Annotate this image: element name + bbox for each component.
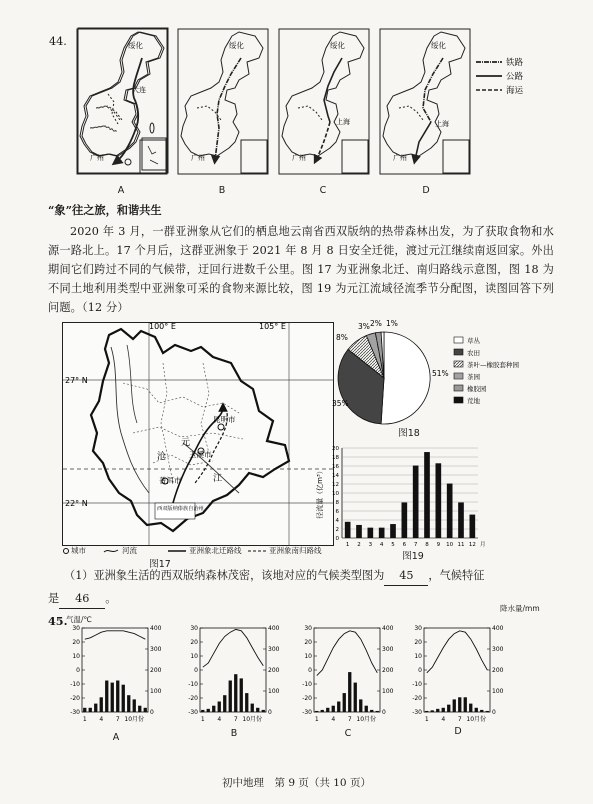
x-tick-label: 11 [457,542,465,548]
climate-chart-frame [82,628,148,712]
precip-bar [229,681,232,713]
map-a-mid-city: 大连 [132,86,146,94]
temperature-curve [203,629,263,667]
month-tick-label: 7 [347,716,352,723]
section-intro: 2020 年 3 月，一群亚洲象从它们的栖息地云南省西双版纳的热带森林出发，为了获取食物和水源一路北上。17 个月后，这群亚洲象于 2021 年 8 月 8 日安全迁徙，渡过元江继续南返回家。外出期间它们跨过不同的气候带，迂回行进数千公里。图 17 为亚洲象北迁、南归路线示意图，图 18 为不同土地利用类型中亚洲象可采的食物来源比较，图 19 为元江流域径流季节分配图，读图回答下列问题。（12 分） [48,225,554,314]
precip-bar [469,704,472,712]
right-tick-label: 200 [492,667,504,674]
map-c-north-city: 绥化 [330,41,345,50]
map-a-north-city: 绥化 [128,41,143,50]
left-tick-label: -30 [302,709,312,716]
right-tick-label: 400 [492,625,504,632]
pie-legend-farmland: 农田 [467,349,480,357]
bar-month-7 [413,466,419,538]
climate-label-d: D [454,726,462,737]
right-tick-label: 100 [150,688,162,695]
map-b [177,28,269,175]
month-tick-label: 1 [424,716,429,723]
y-tick-label: 14 [332,473,339,479]
left-tick-label: 10 [72,653,80,660]
map-d [379,28,471,175]
x-tick-label: 7 [413,542,418,548]
precip-bar [127,695,130,712]
y-tick-label: 20 [332,446,339,452]
left-tick-label: -20 [302,695,312,702]
x-tick-label: 1 [345,542,350,548]
month-tick-label: 7 [115,716,120,723]
x-tick-label: 8 [425,542,429,548]
precip-bar [138,706,141,712]
y-tick-label: 16 [332,464,339,470]
precip-bar [240,678,243,712]
right-tick-label: 300 [150,646,162,653]
q1-text-b: ，气候特征 [428,569,485,582]
month-tick-label: 1 [314,716,319,723]
q44-legend [474,56,554,102]
fig19-chart [314,440,490,556]
precip-bar [94,704,97,712]
left-tick-label: 20 [72,639,80,646]
y-tick-label: 6 [335,509,339,515]
fig17-xsbn: 西双版纳傣族自治州 [157,506,204,512]
precip-bar [315,711,318,712]
pie-legend-grass: 草丛 [467,337,480,345]
map-b-label: B [218,185,226,196]
precip-bar [251,704,254,712]
precip-bar [122,685,125,712]
left-tick-label: -30 [188,709,198,716]
climate-charts [62,620,552,730]
map-d-south-city: 广州 [393,154,407,162]
legend-south-route: 亚洲象南归路线 [269,546,322,555]
precip-bar [480,710,483,712]
precip-bar [223,695,226,712]
y-tick-label: 0 [335,536,339,542]
x-unit-label: 月 [480,542,486,548]
x-tick-label: 12 [468,542,476,548]
climate-label-c: C [344,728,352,739]
left-tick-label: 10 [190,653,198,660]
left-tick-label: -10 [70,681,80,688]
precip-bar [370,710,373,712]
bar-month-8 [424,452,430,538]
left-tick-label: 10 [414,653,422,660]
right-tick-label: 300 [382,646,394,653]
precip-bar [376,711,379,712]
right-tick-label: 400 [150,625,162,632]
map-c [278,28,370,175]
month-tick-label: 10月份 [124,716,145,723]
precip-bar [212,706,215,712]
precip-bar [245,693,248,712]
bar-month-4 [379,528,385,538]
fig17-lon1: 100° E [149,322,176,331]
fig17-map [62,322,334,546]
legend-highway: 公路 [506,72,524,82]
map-a [76,28,168,175]
left-tick-label: 30 [190,625,198,632]
fig17-kunming: 昆明市 [213,415,236,424]
legend-river: 河流 [122,546,137,555]
right-tick-label: 100 [382,688,394,695]
bar-month-2 [356,525,362,538]
left-tick-label: -20 [412,695,422,702]
month-tick-label: 7 [233,716,238,723]
left-tick-label: -10 [188,681,198,688]
pie-legend-tea-rubber: 茶叶—橡胶套种园 [467,361,519,369]
y-tick-label: 4 [335,518,339,524]
climate-chart-frame [314,628,380,712]
fig17-river-lan: 沧 [157,452,167,462]
precip-bar [321,710,324,712]
fig17-lon2: 105° E [259,322,286,331]
month-tick-label: 10月份 [466,716,487,723]
map-c-label: C [319,185,327,196]
left-tick-label: 0 [418,667,422,674]
month-tick-label: 4 [217,716,222,723]
precip-bar [100,697,103,712]
legend-north-route: 亚洲象北迁路线 [189,546,242,555]
temperature-curve [427,631,488,673]
precip-bar [262,710,265,712]
month-tick-label: 10月份 [356,716,377,723]
left-tick-label: -20 [188,695,198,702]
month-tick-label: 10月份 [242,716,263,723]
left-tick-label: 0 [76,667,80,674]
left-tick-label: 20 [190,639,198,646]
answer-blank-45[interactable]: 45 [384,566,428,586]
precip-bar [116,681,119,713]
climate-label-a: A [112,732,120,743]
left-tick-label: -30 [70,709,80,716]
pie-label-8: 8% [336,333,348,342]
q1-text-d: 。 [105,592,117,605]
right-tick-label: 200 [150,667,162,674]
x-tick-label: 10 [446,542,454,548]
precip-bar [447,705,450,712]
pie-legend-waste: 荒地 [467,397,480,405]
fig17-river-jiang: 江 [213,474,223,484]
x-tick-label: 6 [402,542,407,548]
precip-bar [89,708,92,712]
precip-bar [111,683,114,712]
month-tick-label: 7 [457,716,462,723]
precip-bar [486,711,489,712]
pie-label-35: 35% [332,399,349,408]
precip-bar [365,706,368,712]
climate-chart-frame [200,628,266,712]
precip-bar [201,710,204,712]
bar-month-10 [447,484,453,538]
left-tick-label: 0 [308,667,312,674]
right-tick-label: 400 [268,625,280,632]
right-tick-label: 200 [382,667,394,674]
bar-month-5 [390,524,396,538]
precip-bar [326,708,329,712]
precip-bar [436,709,439,712]
map-d-mid-city: 上海 [435,120,449,128]
precip-bar [359,699,362,712]
right-tick-label: 100 [268,688,280,695]
map-d-label: D [422,185,430,196]
fig17-lat1: 27° N [65,376,88,385]
month-tick-label: 1 [200,716,205,723]
climate-right-axis-title: 降水量/mm [500,604,540,613]
left-tick-label: -20 [70,695,80,702]
map-c-mid-city: 上海 [336,118,350,126]
fig17-puer: 普洱市 [159,476,182,485]
bar-month-3 [368,528,374,538]
precip-bar [105,681,108,713]
precip-bar [475,708,478,712]
map-b-south-city: 广州 [191,154,205,162]
left-tick-label: 30 [414,625,422,632]
temperature-curve [317,631,378,676]
y-axis-label: 径流量（亿m³） [316,467,324,519]
x-tick-label: 2 [357,542,361,548]
q1-text-c: 是 [48,592,60,605]
bar-month-1 [345,522,351,538]
bar-month-12 [470,515,476,538]
right-tick-label: 0 [268,709,272,716]
precip-bar [348,672,351,712]
right-tick-label: 0 [492,709,496,716]
pie-legend-tea: 茶园 [467,373,480,381]
fig17-yuxi: 玉溪市 [189,450,212,459]
left-tick-label: 20 [304,639,312,646]
fig17-caption: 图17 [149,559,171,570]
legend-shipping: 海运 [506,86,524,96]
precip-bar [234,674,237,712]
map-a-label: A [117,185,125,196]
legend-railway: 铁路 [506,58,524,68]
right-tick-label: 100 [492,688,504,695]
question-44-number: 44. [49,35,67,48]
precip-bar [144,708,147,712]
temperature-curve [85,631,146,639]
left-tick-label: 20 [414,639,422,646]
precip-bar [256,708,259,712]
y-tick-label: 12 [332,482,339,488]
precip-bar [133,699,136,712]
legend-city: 城市 [71,546,86,555]
left-tick-label: 30 [72,625,80,632]
right-tick-label: 300 [492,646,504,653]
right-tick-label: 200 [268,667,280,674]
climate-left-axis-title: 气温/℃ [66,615,92,624]
right-tick-label: 0 [150,709,154,716]
precip-bar [343,693,346,712]
map-c-south-city: 广州 [292,154,306,162]
precip-bar [425,711,428,712]
pie-label-1: 1% [386,319,398,328]
precip-bar [218,702,221,713]
map-d-north-city: 绥化 [431,41,446,50]
x-tick-label: 5 [391,542,395,548]
climate-label-b: B [230,728,238,739]
precip-bar [464,697,467,712]
fig18-caption: 图18 [398,428,420,439]
x-tick-label: 3 [368,542,373,548]
precip-bar [431,710,434,712]
map-b-north-city: 绥化 [229,41,244,50]
fig17-river-yuan: 元 [181,438,191,448]
right-tick-label: 400 [382,625,394,632]
precip-bar [332,706,335,712]
left-tick-label: -10 [302,681,312,688]
precip-bar [83,708,86,712]
section-title: “象”往之旅，和谐共生 [48,203,162,217]
month-tick-label: 1 [82,716,87,723]
left-tick-label: 10 [304,653,312,660]
precip-bar [207,709,210,712]
x-tick-label: 4 [379,542,384,548]
q1-line1 [64,566,564,586]
page-footer: 初中地理 第 9 页（共 10 页） [222,777,371,789]
precip-bar [337,702,340,713]
fig19-caption: 图19 [402,551,424,562]
pie-label-2: 2% [370,319,382,328]
fig17-lat2: 22° N [65,499,88,508]
fig18-pie [332,319,551,440]
right-tick-label: 300 [268,646,280,653]
y-tick-label: 2 [335,527,339,533]
q1-text-a: （1）亚洲象生活的西双版纳森林茂密，该地对应的气候类型图为 [64,569,385,582]
y-tick-label: 10 [332,491,339,497]
question-45-number: 45. [48,614,68,628]
precip-bar [458,697,461,712]
bar-month-9 [436,463,442,538]
climate-chart-frame [424,628,490,712]
precip-bar [354,683,357,712]
right-tick-label: 0 [382,709,386,716]
pie-legend-rubber: 橡胶园 [467,385,487,393]
pie-label-3: 3% [358,322,370,331]
y-tick-label: 8 [335,500,339,506]
pie-label-51: 51% [432,369,449,378]
x-tick-label: 9 [436,542,441,548]
bar-month-6 [402,502,408,538]
left-tick-label: 30 [304,625,312,632]
month-tick-label: 4 [99,716,104,723]
bar-month-11 [458,502,464,538]
answer-blank-46[interactable]: 46 [59,589,105,609]
month-tick-label: 4 [441,716,446,723]
q1-line2 [48,589,116,609]
left-tick-label: 0 [194,667,198,674]
left-tick-label: -30 [412,709,422,716]
precip-bar [442,708,445,712]
precip-bar [453,699,456,712]
month-tick-label: 4 [331,716,336,723]
left-tick-label: -10 [412,681,422,688]
map-a-south-city: 广州 [90,154,104,162]
y-tick-label: 18 [332,455,339,461]
